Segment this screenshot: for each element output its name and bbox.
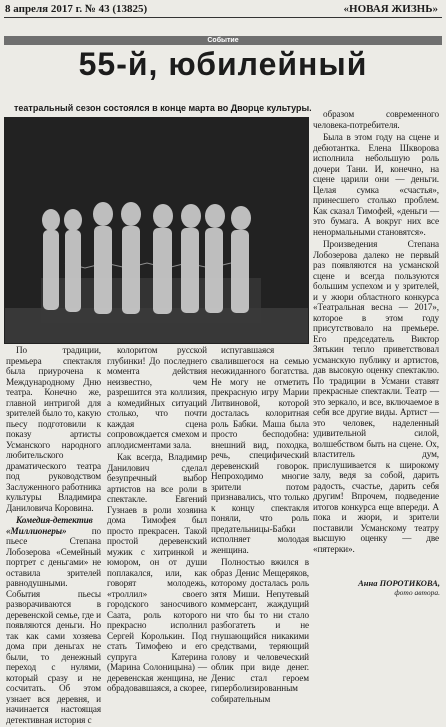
author-credit: [358, 578, 440, 597]
col2-p2: Как всегда, Владимир Данилович сделал безупречный выбор артистов на все роли в спектакле. Евгений Гузнаев в роли хозяина дома Тимофея был просто прекрасен. Такой простой деревенский мужик с хитринкой и юмором, он от души поплакался, или, как говорят молодежь, «троллил» своего городского заносчивого Саата, роль которого прекрасно исполнил Сергей Королькин. Под стать Тимофею и его супруга Катерина (Марина Солоницына) — деревенская женщина, не обрадовавшаяся, а скорее,: [107, 452, 207, 693]
column-2: [107, 345, 207, 696]
author-name: Анна ПОРОТИКОВА,: [358, 578, 440, 588]
col3-p2: Полностью вжился в образ Денис Мещеряков, которому досталась роль зятя Миши. Непутевый коммерсант, жаждущий ни что бы то ни стало разбогатеть и не гнушающийся никакими средствами, теряющий голову и человеческий облик при виде денег. Денис стал героем гиперболизированным собирательным: [211, 557, 309, 704]
col4-p3: Произведения Степана Лобозерова далеко не первый раз появляются на усманской сцене и всегда пользуются большим успехом и у зрителей, и у жюри областного конкурса «Театральная весна — 2017», которое в этом году присутствовало на премьере. Его председатель Виктор Зятькин тепло приветствовал усманскую публику и артистов, дав высокую оценку спектаклю. По традиции в Усмани ставят прекрасные спектакли. Театр — это зеркало, и все, включаемое в себя все другие виды. Артист — это человек, наделенный удивительной силой, волшебством быть на сцене. Ох, властитель дум, прислушивается к широкому залу, ведя за собой, дарить радость, счастье, дарить себя другим! Впрочем, подведение итогов конкурса еще впереди. А пока и жюри, и зрители поставили Усманскому театру высшую оценку — две «пятерки».: [313, 239, 439, 554]
header-divider: [4, 17, 442, 18]
col4-p1: образом современного человека-потребителя.: [313, 109, 439, 130]
col1-p1: По традиции, премьера спектакля была приурочена к Международному Дню театра. Конечно же, главной интригой для зрителей было то, какую пьесу подготовили к показу артисты Усманского народного любительского драматического театра под руководством Заслуженного работника культуры Владимира Даниловича Коровина.: [6, 345, 101, 513]
article-lead: театральный сезон состоялся в конце марта во Дворце культуры.: [14, 103, 312, 113]
col2-p1: колоритом русской глубинки! До последнего момента действия неизвестно, чем разрешится эта коллизия, а комедийных ситуаций столько, что почти каждая сцена сопровождается смехом и аплодисментами зала.: [107, 345, 207, 450]
column-4: [313, 109, 439, 556]
section-label: Событие: [4, 36, 442, 45]
col4-p2: Была в этом году на сцене и дебютантка. Елена Шкворова исполнила небольшую роль дочери Тани. И, конечно, на сцене царили они — деньги. Целая сумка «счастья», принесшего столько проблем. Как сказал Тимофей, «деньги — это бумага. А вокруг них все ненормальными становятся».: [313, 132, 439, 237]
newspaper-name: «НОВАЯ ЖИЗНЬ»: [343, 3, 438, 15]
column-3: [211, 345, 309, 706]
column-1: [6, 345, 101, 727]
col3-p1: испугавшаяся свалившегося на семью неожиданного богатства. Не могу не отметить прекрасную игру Марии Литвиновой, которой досталась колоритная роль Бабки. Маша была просто бесподобна: внешний вид, походка, речь, специфический деревенский говорок. Непроходимо многие зрители потом признавались, что только к концу спектакля поняли, что роль предательницы-Бабки исполняет молодая женщина.: [211, 345, 309, 555]
col1-p2-body: по пьесе Степана Лобозерова «Семейный портрет с деньгами» не оставила зрителей равнодушными. События пьесы разворачиваются в деревенской семье, где и появляются деньги. Но так как сами хозяева дома при деньгах не были, то денежный переход с нулями, который сразу и не сосчитать. Об этом узнает вся деревня, и начинается настоящая детективная история с: [6, 525, 101, 725]
theatre-photo: [4, 117, 309, 344]
issue-date: 8 апреля 2017 г. № 43 (13825): [5, 3, 148, 15]
photo-credit: фото автора.: [394, 588, 440, 597]
article-title: 55-й, юбилейный: [78, 46, 368, 82]
col1-p2: [6, 515, 101, 725]
col1-p2-heading: Комедия-детектив «Миллионеры»: [6, 515, 93, 536]
